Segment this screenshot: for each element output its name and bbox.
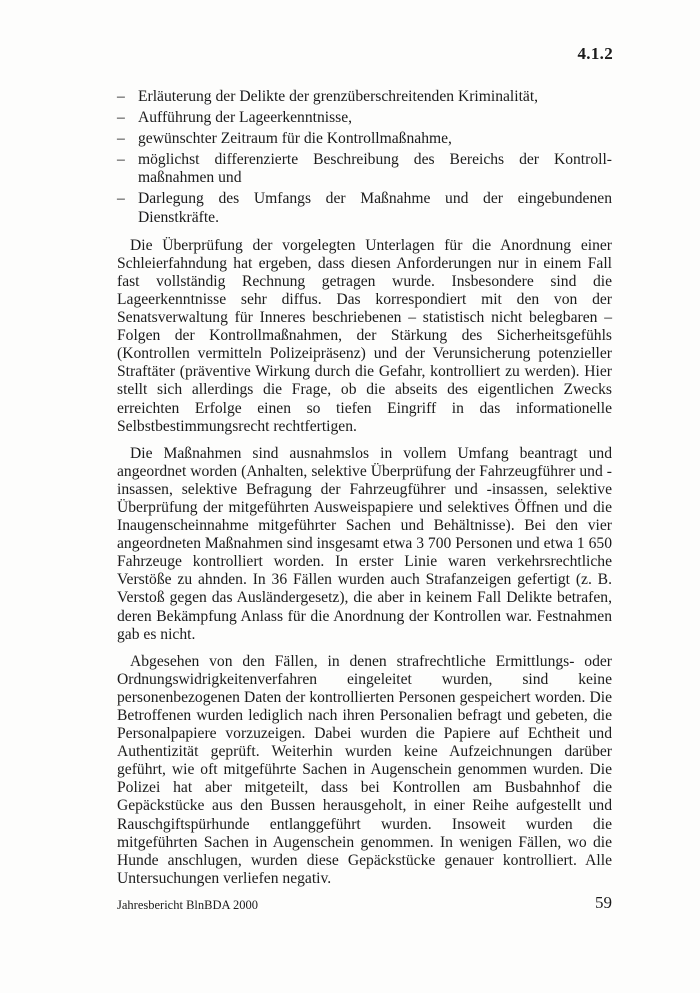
paragraph-review-findings: Die Überprüfung der vorgelegten Unterlagen für die Anordnung einer Schleierfahndung hat ergeben, dass diesen Anforderungen nur in einem Fall fast vollständig Rechnung getragen wurde. Insbesondere sind die Lageerkenntnisse sehr diffus. Das korrespondiert mit den von der Senatsverwaltung für Inneres beschriebenen – statistisch nicht belegbaren – Folgen der Kontrollmaßnahmen, der Stärkung des Sicherheitsgefühls (Kontrollen vermitteln Polizeipräsenz) und der Verunsicherung potenzieller Straftäter (präventive Wirkung durch die Gefahr, kontrolliert zu werden). Hier stellt sich allerdings die Frage, ob die abseits des eigentlichen Zwecks erreichten Erfolge einen so tiefen Eingriff in das informationelle Selbstbestimmungsrecht rechtfertigen. <box>117 236 612 435</box>
list-item <box>117 109 612 127</box>
list-item <box>117 190 612 226</box>
footer-report-title: Jahresbericht BlnBDA 2000 <box>117 898 258 912</box>
section-number: 4.1.2 <box>577 44 613 63</box>
bullet-dash: – <box>117 151 125 169</box>
list-item-text: möglichst differenzierte Beschreibung des Bereichs der Kontrollmaßnahmen und <box>138 151 612 187</box>
list-item <box>117 151 612 187</box>
list-item-text: gewünschter Zeitraum für die Kontrollmaßnahme, <box>138 130 452 148</box>
paragraph-data-handling: Abgesehen von den Fällen, in denen strafrechtliche Ermittlungs- oder Ordnungswidrigkeitenverfahren eingeleitet wurden, sind keine personenbezogenen Daten der kontrollierten Personen gespeichert worden. Die Betroffenen wurden lediglich nach ihren Personalien befragt und gebeten, die Personalpapiere vorzuzeigen. Dabei wurden die Papiere auf Echtheit und Authentizität geprüft. Weiterhin wurden keine Aufzeichnungen darüber geführt, wie oft mitgeführte Sachen in Augenschein genommen wurden. Die Polizei hat aber mitgeteilt, dass bei Kontrollen am Busbahnhof die Gepäckstücke aus den Bussen herausgeholt, in einer Reihe aufgestellt und Rauschgiftspürhunde entlanggeführt wurden. Insoweit wurden die mitgeführten Sachen in Augenschein genommen. In wenigen Fällen, wo die Hunde anschlugen, wurden diese Gepäckstücke genauer kontrolliert. Alle Untersuchungen verliefen negativ. <box>117 652 612 887</box>
bullet-dash: – <box>117 88 125 105</box>
list-item-text: Erläuterung der Delikte der grenzüberschreitenden Kriminalität, <box>138 88 539 105</box>
bullet-dash: – <box>117 109 125 127</box>
requirements-list <box>117 88 612 227</box>
bullet-dash: – <box>117 130 125 148</box>
page-number: 59 <box>595 893 612 912</box>
list-item <box>117 88 612 106</box>
list-item <box>117 130 612 148</box>
bullet-dash: – <box>117 190 125 208</box>
page-body <box>117 88 612 897</box>
paragraph-measures-scope: Die Maßnahmen sind ausnahmslos in vollem Umfang beantragt und angeordnet worden (Anhalten, selektive Überprüfung der Fahrzeugführer und -insassen, selektive Befragung der Fahrzeugführer und -insassen, selektive Überprüfung der mitgeführten Ausweispapiere und selektives Öffnen und die Inaugenscheinnahme mitgeführter Sachen und Behältnisse). Bei den vier angeordneten Maßnahmen sind insgesamt etwa 3 700 Personen und etwa 1 650 Fahrzeuge kontrolliert worden. In erster Linie waren verkehrsrechtliche Verstöße zu ahnden. In 36 Fällen wurden auch Strafanzeigen gefertigt (z. B. Verstoß gegen das Ausländergesetz), die aber in keinem Fall Delikte betrafen, deren Bekämpfung Anlass für die Anordnung der Kontrollen war. Festnahmen gab es nicht. <box>117 444 612 643</box>
list-item-text: Darlegung des Umfangs der Maßnahme und der eingebundenen Dienstkräfte. <box>138 190 612 226</box>
list-item-text: Aufführung der Lageerkenntnisse, <box>138 109 353 127</box>
